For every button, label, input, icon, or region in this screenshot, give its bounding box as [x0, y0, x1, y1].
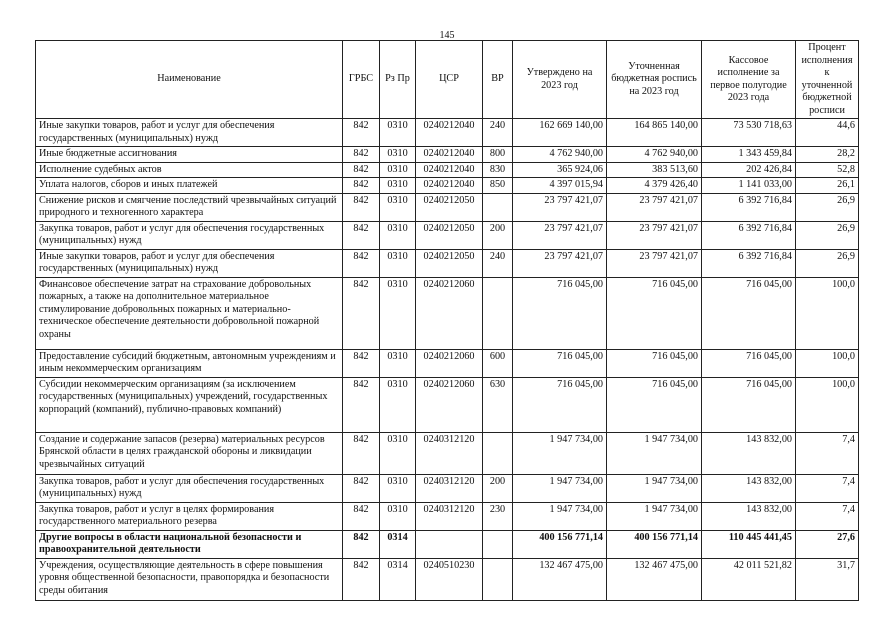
cell-rzpr: 0310 [380, 349, 416, 377]
cell-cash: 143 832,00 [702, 502, 796, 530]
cell-approved: 132 467 475,00 [513, 558, 607, 600]
cell-csr: 0240212040 [416, 178, 483, 194]
cell-refined: 716 045,00 [607, 377, 702, 432]
cell-vr: 630 [483, 377, 513, 432]
table-row [36, 147, 859, 163]
cell-refined: 716 045,00 [607, 349, 702, 377]
cell-approved: 1 947 734,00 [513, 432, 607, 474]
cell-percent: 26,1 [796, 178, 859, 194]
cell-csr: 0240212040 [416, 162, 483, 178]
cell-name: Иные закупки товаров, работ и услуг для обеспечения государственных (муниципальных) нужд [36, 119, 343, 147]
cell-cash: 716 045,00 [702, 349, 796, 377]
cell-rzpr: 0310 [380, 377, 416, 432]
cell-csr: 0240510230 [416, 558, 483, 600]
table-row [36, 178, 859, 194]
cell-grbs: 842 [343, 249, 380, 277]
cell-grbs: 842 [343, 162, 380, 178]
table-row [36, 530, 859, 558]
cell-rzpr: 0310 [380, 249, 416, 277]
cell-csr: 0240312120 [416, 432, 483, 474]
cell-approved: 4 397 015,94 [513, 178, 607, 194]
cell-approved: 23 797 421,07 [513, 193, 607, 221]
cell-grbs: 842 [343, 277, 380, 349]
page-number: 145 [439, 30, 455, 41]
cell-vr [483, 193, 513, 221]
cell-percent: 100,0 [796, 377, 859, 432]
cell-name: Предоставление субсидий бюджетным, автономным учреждениям и иным некоммерческим организациям [36, 349, 343, 377]
cell-refined: 132 467 475,00 [607, 558, 702, 600]
cell-rzpr: 0310 [380, 474, 416, 502]
cell-approved: 365 924,06 [513, 162, 607, 178]
header-approved: Утверждено на 2023 год [513, 41, 607, 119]
cell-grbs: 842 [343, 432, 380, 474]
table-row [36, 502, 859, 530]
cell-cash: 6 392 716,84 [702, 193, 796, 221]
cell-vr: 830 [483, 162, 513, 178]
cell-cash: 143 832,00 [702, 474, 796, 502]
cell-grbs: 842 [343, 349, 380, 377]
cell-vr: 240 [483, 249, 513, 277]
cell-grbs: 842 [343, 221, 380, 249]
cell-refined: 716 045,00 [607, 277, 702, 349]
cell-cash: 202 426,84 [702, 162, 796, 178]
cell-approved: 1 947 734,00 [513, 474, 607, 502]
cell-refined: 23 797 421,07 [607, 221, 702, 249]
cell-csr: 0240212040 [416, 119, 483, 147]
cell-name: Закупка товаров, работ и услуг для обеспечения государственных (муниципальных) нужд [36, 474, 343, 502]
cell-rzpr: 0310 [380, 432, 416, 474]
cell-approved: 400 156 771,14 [513, 530, 607, 558]
cell-name: Закупка товаров, работ и услуг для обеспечения государственных (муниципальных) нужд [36, 221, 343, 249]
cell-cash: 1 141 033,00 [702, 178, 796, 194]
cell-refined: 164 865 140,00 [607, 119, 702, 147]
cell-percent: 52,8 [796, 162, 859, 178]
cell-vr: 240 [483, 119, 513, 147]
cell-percent: 100,0 [796, 349, 859, 377]
cell-name: Уплата налогов, сборов и иных платежей [36, 178, 343, 194]
cell-rzpr: 0310 [380, 119, 416, 147]
cell-refined: 23 797 421,07 [607, 249, 702, 277]
cell-name: Финансовое обеспечение затрат на страхование добровольных пожарных, а также на дополнительное материальное стимулирование добровольных пожарных и материально-техническое обеспечение деятельности добровольной пожарной охраны [36, 277, 343, 349]
cell-csr: 0240212060 [416, 377, 483, 432]
cell-rzpr: 0314 [380, 558, 416, 600]
cell-approved: 23 797 421,07 [513, 221, 607, 249]
cell-vr [483, 432, 513, 474]
cell-refined: 1 947 734,00 [607, 432, 702, 474]
cell-rzpr: 0310 [380, 277, 416, 349]
cell-cash: 1 343 459,84 [702, 147, 796, 163]
cell-grbs: 842 [343, 474, 380, 502]
cell-percent: 26,9 [796, 249, 859, 277]
cell-percent: 31,7 [796, 558, 859, 600]
cell-grbs: 842 [343, 193, 380, 221]
cell-rzpr: 0310 [380, 221, 416, 249]
cell-csr: 0240212060 [416, 277, 483, 349]
budget-table [35, 40, 859, 601]
cell-name: Другие вопросы в области национальной безопасности и правоохранительной деятельности [36, 530, 343, 558]
cell-percent: 7,4 [796, 474, 859, 502]
cell-approved: 4 762 940,00 [513, 147, 607, 163]
table-row [36, 474, 859, 502]
table-row [36, 221, 859, 249]
cell-percent: 28,2 [796, 147, 859, 163]
table-row [36, 349, 859, 377]
cell-percent: 27,6 [796, 530, 859, 558]
cell-csr: 0240312120 [416, 502, 483, 530]
cell-name: Исполнение судебных актов [36, 162, 343, 178]
cell-cash: 110 445 441,45 [702, 530, 796, 558]
cell-refined: 383 513,60 [607, 162, 702, 178]
cell-rzpr: 0310 [380, 502, 416, 530]
cell-refined: 1 947 734,00 [607, 502, 702, 530]
table-row [36, 249, 859, 277]
cell-percent: 7,4 [796, 432, 859, 474]
cell-percent: 44,6 [796, 119, 859, 147]
cell-csr: 0240212040 [416, 147, 483, 163]
cell-vr: 850 [483, 178, 513, 194]
cell-cash: 42 011 521,82 [702, 558, 796, 600]
cell-vr: 600 [483, 349, 513, 377]
cell-grbs: 842 [343, 147, 380, 163]
cell-grbs: 842 [343, 530, 380, 558]
header-name: Наименование [36, 41, 343, 119]
cell-name: Создание и содержание запасов (резерва) материальных ресурсов Брянской области в целях гражданской обороны и ликвидации чрезвычайных ситуаций [36, 432, 343, 474]
cell-rzpr: 0310 [380, 178, 416, 194]
header-cash: Кассовое исполнение за первое полугодие 2023 года [702, 41, 796, 119]
cell-cash: 143 832,00 [702, 432, 796, 474]
cell-approved: 162 669 140,00 [513, 119, 607, 147]
cell-rzpr: 0310 [380, 162, 416, 178]
table-row [36, 558, 859, 600]
cell-name: Иные бюджетные ассигнования [36, 147, 343, 163]
cell-refined: 400 156 771,14 [607, 530, 702, 558]
cell-refined: 4 762 940,00 [607, 147, 702, 163]
cell-csr: 0240212050 [416, 193, 483, 221]
cell-vr: 200 [483, 221, 513, 249]
cell-rzpr: 0310 [380, 193, 416, 221]
cell-percent: 26,9 [796, 221, 859, 249]
cell-rzpr: 0314 [380, 530, 416, 558]
cell-cash: 6 392 716,84 [702, 249, 796, 277]
header-rzpr: Рз Пр [380, 41, 416, 119]
header-grbs: ГРБС [343, 41, 380, 119]
table-row [36, 377, 859, 432]
cell-percent: 7,4 [796, 502, 859, 530]
cell-csr: 0240212060 [416, 349, 483, 377]
cell-vr: 200 [483, 474, 513, 502]
cell-grbs: 842 [343, 178, 380, 194]
cell-refined: 23 797 421,07 [607, 193, 702, 221]
cell-cash: 716 045,00 [702, 277, 796, 349]
header-refined: Уточненная бюджетная роспись на 2023 год [607, 41, 702, 119]
cell-csr: 0240212050 [416, 221, 483, 249]
cell-name: Иные закупки товаров, работ и услуг для обеспечения государственных (муниципальных) нужд [36, 249, 343, 277]
cell-approved: 23 797 421,07 [513, 249, 607, 277]
cell-approved: 1 947 734,00 [513, 502, 607, 530]
cell-percent: 100,0 [796, 277, 859, 349]
cell-vr: 230 [483, 502, 513, 530]
header-vr: ВР [483, 41, 513, 119]
cell-refined: 1 947 734,00 [607, 474, 702, 502]
table-row [36, 432, 859, 474]
cell-grbs: 842 [343, 502, 380, 530]
cell-vr [483, 277, 513, 349]
cell-vr [483, 530, 513, 558]
cell-csr [416, 530, 483, 558]
cell-rzpr: 0310 [380, 147, 416, 163]
cell-approved: 716 045,00 [513, 349, 607, 377]
cell-refined: 4 379 426,40 [607, 178, 702, 194]
header-percent: Процент исполнения к уточненной бюджетной росписи [796, 41, 859, 119]
table-row [36, 162, 859, 178]
cell-cash: 716 045,00 [702, 377, 796, 432]
cell-approved: 716 045,00 [513, 377, 607, 432]
cell-cash: 6 392 716,84 [702, 221, 796, 249]
cell-percent: 26,9 [796, 193, 859, 221]
table-row [36, 119, 859, 147]
cell-name: Снижение рисков и смягчение последствий чрезвычайных ситуаций природного и техногенного характера [36, 193, 343, 221]
header-csr: ЦСР [416, 41, 483, 119]
cell-cash: 73 530 718,63 [702, 119, 796, 147]
cell-grbs: 842 [343, 558, 380, 600]
header-row [36, 41, 859, 119]
cell-grbs: 842 [343, 119, 380, 147]
cell-grbs: 842 [343, 377, 380, 432]
cell-csr: 0240312120 [416, 474, 483, 502]
cell-vr [483, 558, 513, 600]
cell-vr: 800 [483, 147, 513, 163]
cell-name: Учреждения, осуществляющие деятельность в сфере повышения уровня общественной безопасности, правопорядка и безопасности среды обитания [36, 558, 343, 600]
cell-approved: 716 045,00 [513, 277, 607, 349]
table-body [36, 119, 859, 601]
cell-name: Закупка товаров, работ и услуг в целях формирования государственного материального резерва [36, 502, 343, 530]
cell-csr: 0240212050 [416, 249, 483, 277]
table-row [36, 277, 859, 349]
cell-name: Субсидии некоммерческим организациям (за исключением государственных (муниципальных) учреждений, государственных корпораций (компаний), публично-правовых компаний) [36, 377, 343, 432]
table-row [36, 193, 859, 221]
